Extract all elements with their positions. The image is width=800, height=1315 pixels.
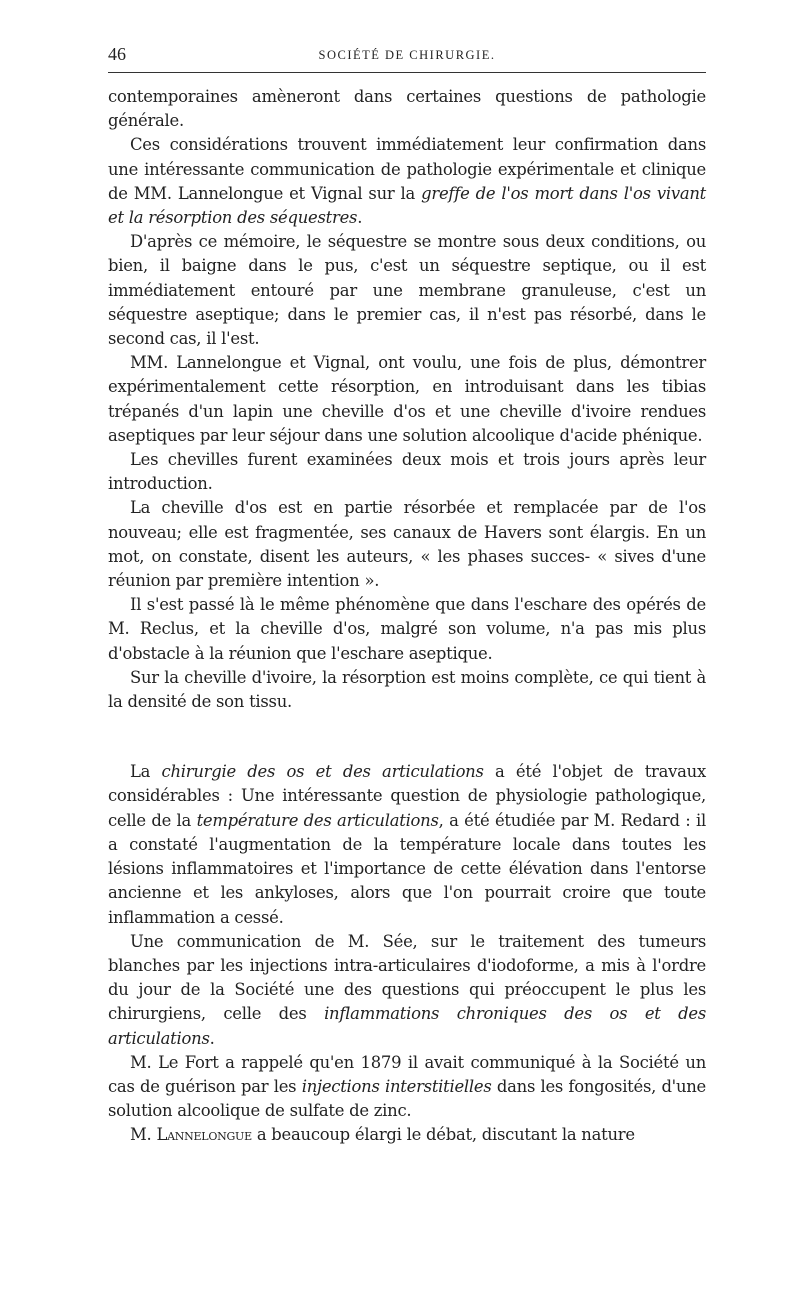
paragraph: M. Le Fort a rappelé qu'en 1879 il avait communiqué à la Société un cas de guérison par les injections interstitielles dans les fongosités, d'une solution alcoolique de sulfate de zinc. <box>108 1052 707 1121</box>
paragraph: M. Lannelongue a beaucoup élargi le débat, discutant la nature <box>130 1125 635 1145</box>
paragraph: MM. Lannelongue et Vignal, ont voulu, une fois de plus, démontrer expérimentalement cette résorption, en introduisant dans les tibias trépanés d'un lapin une cheville d'os et une cheville d'ivoire rendues aseptiques par leur séjour dans une solution alcoolique d'acide phénique. <box>108 353 706 445</box>
paragraph: D'après ce mémoire, le séquestre se montre sous deux conditions, ou bien, il baigne dans le pus, c'est un séquestre septique, ou il est immédiatement entouré par une membrane granuleuse, c'est un séquestre aseptique; dans le premier cas, il n'est pas résorbé, dans le second cas, il l'est. <box>108 232 706 349</box>
section-gap <box>108 714 706 760</box>
paragraph: La cheville d'os est en partie résorbée et remplacée par de l'os nouveau; elle est fragmentée, ses canaux de Havers sont élargis. En un mot, on constate, disent les auteurs, « les phases succes- « sives d'une réunion par première intention ». <box>108 498 706 591</box>
document-page <box>108 44 706 1148</box>
page-header <box>108 44 706 72</box>
paragraph: Les chevilles furent examinées deux mois et trois jours après leur introduction. <box>108 450 706 494</box>
italic-topic: inflammations chroniques des os et des articulations <box>108 1004 706 1048</box>
paragraph: La chirurgie des os et des articulations a été l'objet de travaux considérables : Une intéressante question de physiologie pathologique, celle de la température des articulations, a été étudiée par M. Redard : il a constaté l'augmentation de la température locale dans toutes les lésions inflammatoires et l'importance de cette élévation dans l'entorse ancienne et les ankyloses, alors que l'on pourrait croire que toute inflammation a cessé. <box>108 762 707 927</box>
author-name: Lannelongue <box>156 1125 252 1145</box>
italic-topic: injections interstitielles <box>301 1076 492 1096</box>
paragraph: Une communication de M. Sée, sur le traitement des tumeurs blanches par les injections intra-articulaires d'iodoforme, a mis à l'ordre du jour de la Société une des questions qui préoccupent le plus les chirurgiens, celle des inflammations chroniques des os et des articulations. <box>108 931 706 1048</box>
italic-title: greffe de l'os mort dans l'os vivant et la résorption des séquestres <box>108 183 707 228</box>
page-number: 46 <box>108 44 126 64</box>
paragraph: Sur la cheville d'ivoire, la résorption est moins complète, ce qui tient à la densité de son tissu. <box>108 667 706 712</box>
italic-topic: température des articulations <box>196 810 439 830</box>
paragraph: contemporaines amèneront dans certaines questions de pathologie générale. <box>108 87 706 131</box>
paragraph: Ces considérations trouvent immédiatement leur confirmation dans une intéressante communication de pathologie expérimentale et clinique de MM. Lannelongue et Vignal sur la greffe de l'os mort dans l'os vivant et la résorption des séquestres. <box>108 135 707 228</box>
header-rule <box>108 72 706 73</box>
paragraph: Il s'est passé là le même phénomène que dans l'eschare des opérés de M. Reclus, et la cheville d'os, malgré son volume, n'a pas mis plus d'obstacle à la réunion que l'eschare aseptique. <box>108 595 706 663</box>
italic-topic: chirurgie des os et des articulations <box>161 762 484 782</box>
body-text <box>108 85 706 1148</box>
running-title: SOCIÉTÉ DE CHIRURGIE. <box>318 48 496 62</box>
